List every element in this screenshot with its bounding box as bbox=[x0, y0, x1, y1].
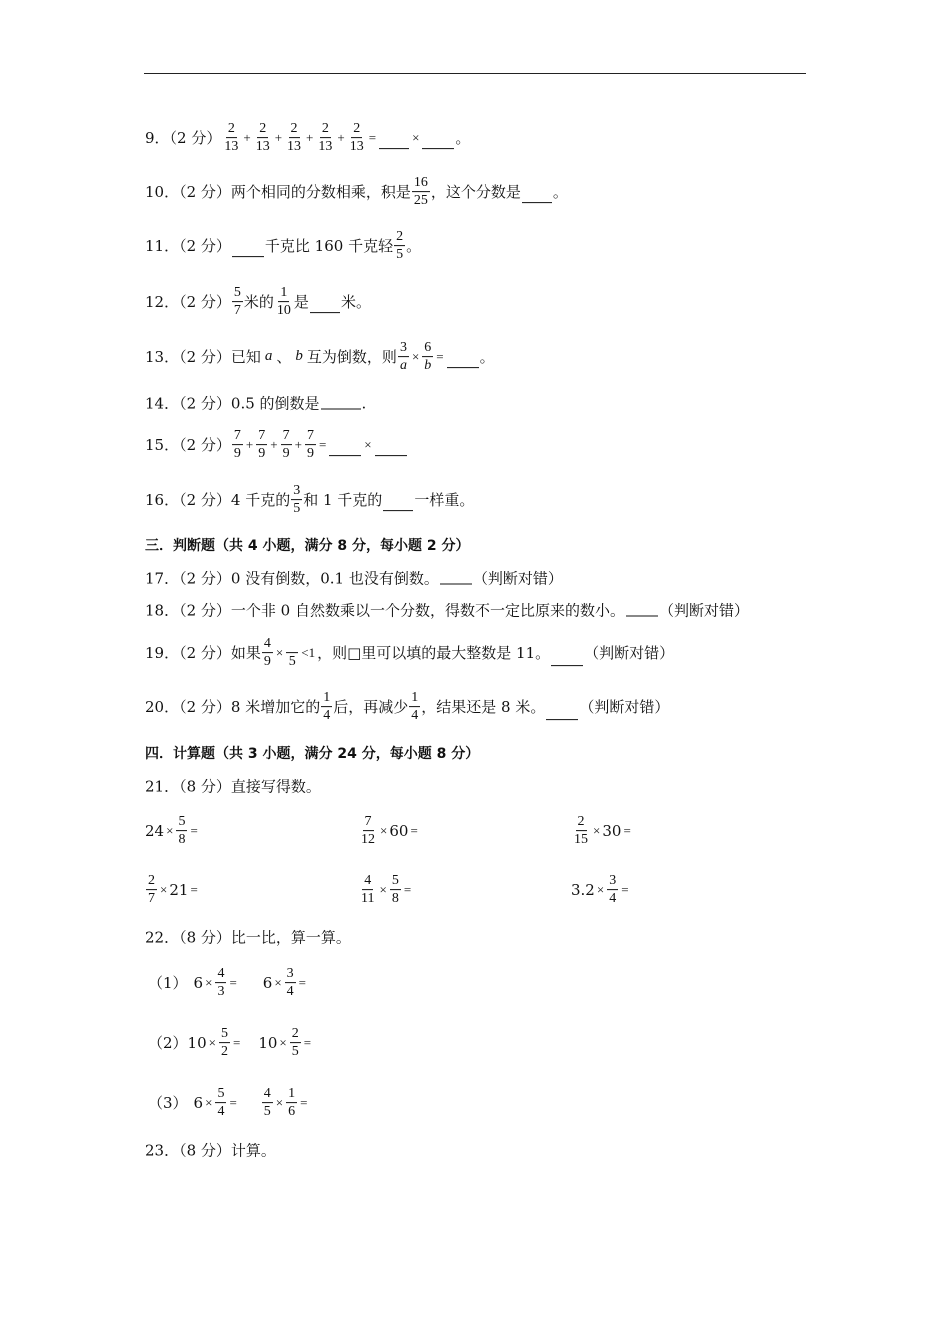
calc-item: $\frac{2}{15}$ × 30 = bbox=[574, 814, 631, 848]
fraction: $\frac{16}{25}$ bbox=[413, 175, 428, 209]
answer-blank[interactable] bbox=[232, 255, 264, 257]
question-20-prefix: 20．（2 分）8 米增加它的 bbox=[145, 698, 321, 717]
question-23: 23．（8 分）计算。 bbox=[145, 1141, 276, 1160]
answer-blank[interactable] bbox=[546, 718, 578, 720]
compare-row-1: （1） 6 × $\frac{4}{3}$ = 6 × $\frac{3}{4}$ = bbox=[148, 966, 307, 1000]
fraction: $\frac{1}{10}$ bbox=[276, 285, 291, 319]
fraction: $\frac{7}{9}$ bbox=[258, 428, 266, 462]
fraction: $\frac{4}{3}$ bbox=[217, 966, 225, 1000]
header-rule bbox=[144, 73, 806, 74]
calc-item: $\frac{7}{12}$ × 60 = bbox=[361, 814, 418, 848]
question-12-prefix: 12．（2 分） bbox=[145, 293, 231, 312]
answer-blank[interactable] bbox=[522, 201, 552, 203]
question-10-prefix: 10．（2 分）两个相同的分数相乘，积是 bbox=[145, 183, 411, 202]
answer-blank[interactable] bbox=[422, 147, 454, 149]
fraction: $\frac{7}{9}$ bbox=[282, 428, 290, 462]
answer-blank[interactable] bbox=[626, 615, 658, 617]
fraction: $\frac{2}{13}$ bbox=[224, 121, 239, 155]
fraction: $\frac{2}{5}$ bbox=[291, 1026, 299, 1060]
fraction: $\frac{7}{9}$ bbox=[306, 428, 314, 462]
answer-blank[interactable] bbox=[375, 454, 407, 456]
answer-blank[interactable] bbox=[321, 408, 361, 410]
question-15: 15．（2 分） $\frac{7}{9}$ + $\frac{7}{9}$ + $\frac{7}{9}$ + $\frac{7}{9}$ = × bbox=[145, 428, 408, 462]
answer-blank[interactable] bbox=[447, 366, 479, 368]
question-12: 12．（2 分） $\frac{5}{7}$ 米的 $\frac{1}{10}$ 是 米。 bbox=[145, 285, 371, 319]
fraction: $\frac{2}{5}$ bbox=[396, 229, 404, 263]
question-11: 11．（2 分） 千克比 160 千克轻 $\frac{2}{5}$ 。 bbox=[145, 229, 422, 263]
fraction: $\frac{5}{8}$ bbox=[391, 873, 399, 907]
fraction: $\frac{7}{12}$ bbox=[361, 814, 375, 848]
fraction: $\frac{6}{b}$ bbox=[424, 340, 432, 374]
fraction: $\frac{1}{4}$ bbox=[323, 690, 331, 724]
fraction: $\frac{1}{4}$ bbox=[411, 690, 419, 724]
calc-item: 24 × $\frac{5}{8}$ = bbox=[145, 814, 198, 848]
question-16-prefix: 16．（2 分）4 千克的 bbox=[145, 491, 291, 510]
fraction: $\frac{4}{5}$ bbox=[263, 1086, 271, 1120]
fraction: $\frac{5}{2}$ bbox=[220, 1026, 228, 1060]
fraction: $\frac{2}{13}$ bbox=[318, 121, 333, 155]
fraction: $\frac{7}{9}$ bbox=[233, 428, 241, 462]
fraction: $\frac{2}{13}$ bbox=[255, 121, 270, 155]
calc-item: $\frac{4}{11}$ × $\frac{5}{8}$ = bbox=[361, 873, 412, 907]
fraction: $\frac{5}{4}$ bbox=[217, 1086, 225, 1120]
question-21: 21．（8 分）直接写得数。 bbox=[145, 777, 321, 796]
answer-blank[interactable] bbox=[440, 583, 472, 585]
question-14: 14．（2 分）0.5 的倒数是 . bbox=[145, 394, 367, 413]
answer-blank[interactable] bbox=[383, 509, 413, 511]
fraction: $\frac{4}{9}$ bbox=[263, 636, 271, 670]
fraction: $\frac{2}{15}$ bbox=[574, 814, 588, 848]
question-20: 20．（2 分）8 米增加它的 $\frac{1}{4}$ 后，再减少 $\frac{1}{4}$ ，结果还是 8 米。 （判断对错） bbox=[145, 690, 670, 724]
answer-blank[interactable] bbox=[379, 147, 409, 149]
fraction: $\frac{2}{13}$ bbox=[349, 121, 364, 155]
question-11-prefix: 11．（2 分） bbox=[145, 237, 231, 256]
question-9-prefix: 9．（2 分） bbox=[145, 129, 222, 148]
question-18: 18．（2 分）一个非 0 自然数乘以一个分数，得数不一定比原来的数小。 （判断对错） bbox=[145, 601, 749, 620]
calc-item: 3.2 × $\frac{3}{4}$ = bbox=[571, 873, 629, 907]
question-22: 22．（8 分）比一比，算一算。 bbox=[145, 928, 351, 947]
section-heading-judgement: 三．判断题（共 4 小题，满分 8 分，每小题 2 分） bbox=[145, 538, 470, 554]
fraction-blank-numerator: 5 bbox=[286, 637, 298, 669]
fraction: $\frac{5}{7}$ bbox=[233, 285, 241, 319]
section-heading-calculation: 四．计算题（共 3 小题，满分 24 分，每小题 8 分） bbox=[145, 746, 480, 762]
fraction: $\frac{3}{5}$ bbox=[293, 483, 301, 517]
fraction: $\frac{5}{8}$ bbox=[178, 814, 186, 848]
fraction: $\frac{3}{a}$ bbox=[399, 340, 407, 374]
question-19-prefix: 19．（2 分）如果 bbox=[145, 644, 261, 663]
calc-item: $\frac{2}{7}$ × 21 = bbox=[148, 873, 198, 907]
answer-blank[interactable] bbox=[310, 311, 340, 313]
question-13-prefix: 13．（2 分）已知 bbox=[145, 348, 261, 367]
fraction: $\frac{2}{13}$ bbox=[287, 121, 302, 155]
question-9: 9．（2 分） $\frac{2}{13}$ + $\frac{2}{13}$ + $\frac{2}{13}$ + $\frac{2}{13}$ + $\frac{2}{13}$ = × 。 bbox=[145, 121, 471, 155]
question-13: 13．（2 分）已知 a 、 b 互为倒数，则 $\frac{3}{a}$ × $\frac{6}{b}$ = 。 bbox=[145, 340, 495, 374]
question-19: 19．（2 分）如果 $\frac{4}{9}$ × 5 <1 ，则□里可以填的最大整数是 11。 （判断对错） bbox=[145, 636, 675, 670]
fraction: $\frac{3}{4}$ bbox=[609, 873, 617, 907]
answer-blank[interactable] bbox=[551, 664, 583, 666]
question-16: 16．（2 分）4 千克的 $\frac{3}{5}$ 和 1 千克的 一样重。 bbox=[145, 483, 475, 517]
question-14-prefix: 14．（2 分）0.5 的倒数是 bbox=[145, 394, 320, 413]
fraction: $\frac{4}{11}$ bbox=[361, 873, 375, 907]
fraction: $\frac{2}{7}$ bbox=[148, 873, 155, 907]
fraction: $\frac{3}{4}$ bbox=[286, 966, 294, 1000]
question-17: 17．（2 分）0 没有倒数，0.1 也没有倒数。 （判断对错） bbox=[145, 569, 563, 588]
fraction: $\frac{1}{6}$ bbox=[288, 1086, 296, 1120]
compare-row-3: （3） 6 × $\frac{5}{4}$ = $\frac{4}{5}$ × $\frac{1}{6}$ = bbox=[148, 1086, 308, 1120]
answer-blank[interactable] bbox=[329, 454, 361, 456]
question-10: 10．（2 分）两个相同的分数相乘，积是 $\frac{16}{25}$ ，这个分数是 。 bbox=[145, 175, 568, 209]
question-15-prefix: 15．（2 分） bbox=[145, 436, 231, 455]
compare-row-2: （2） 10 × $\frac{5}{2}$ = 10 × $\frac{2}{5}$ = bbox=[148, 1026, 312, 1060]
